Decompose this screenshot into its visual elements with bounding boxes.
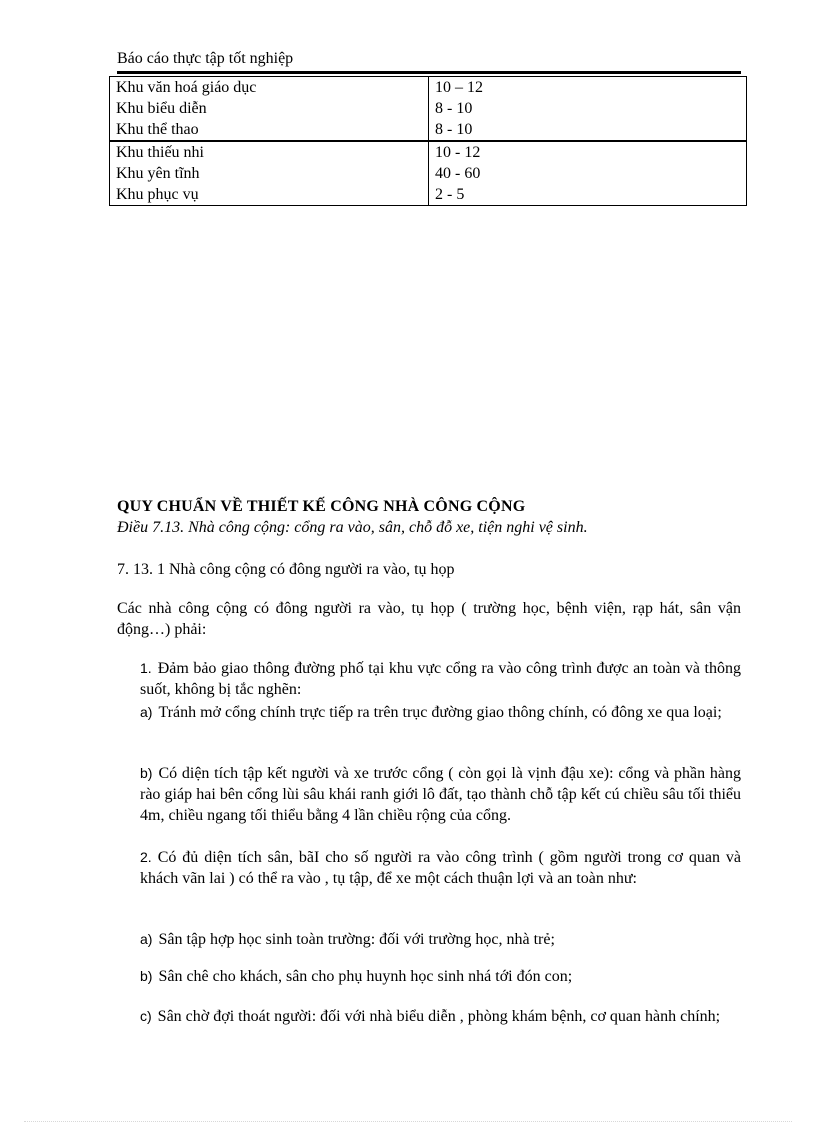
table-cell-value: 8 - 10 <box>429 98 747 119</box>
article-heading: Điều 7.13. Nhà công cộng: cổng ra vào, sân, chỗ đỗ xe, tiện nghi vệ sinh. <box>117 519 588 536</box>
table-cell-value: 2 - 5 <box>429 184 747 206</box>
list-item-text: Sân chê cho khách, sân cho phụ huynh học sinh nhá tới đón con; <box>158 968 573 985</box>
list-item-text: Có diện tích tập kết người và xe trước cổng ( còn gọi là vịnh đậu xe): cổng và phần hàng rào giáp hai bên cổng lùi sâu khái ranh giới lô đất, tạo thành chỗ tập kết cú chiều sâu tối thiểu 4m, chiều ngang tối thiểu bằng 4 lần chiều rộng của cổng. <box>140 765 741 824</box>
list-item <box>140 658 741 700</box>
table-cell-zone: Khu thể thao <box>110 119 429 141</box>
table-cell-zone: Khu phục vụ <box>110 184 429 206</box>
table-row <box>110 119 747 141</box>
running-header: Báo cáo thực tập tốt nghiệp <box>117 50 294 67</box>
page-bottom-rule <box>24 1121 792 1122</box>
list-item-text: Tránh mở cổng chính trực tiếp ra trên trục đường giao thông chính, có đông xe qua loại; <box>158 704 722 721</box>
list-marker: 2. <box>140 849 152 865</box>
table-row <box>110 98 747 119</box>
list-item <box>140 763 741 826</box>
list-item-text: Có đủ diện tích sân, bãI cho số người ra vào công trình ( gồm người trong cơ quan và khách vãn lai ) có thể ra vào , tụ tập, để xe một cách thuận lợi và an toàn như: <box>140 849 741 887</box>
area-ratio-table <box>109 76 747 206</box>
list-item <box>140 847 741 889</box>
list-item <box>140 929 741 950</box>
table-row <box>110 141 747 163</box>
list-marker: b) <box>140 968 153 984</box>
list-item-text: Sân tập hợp học sinh toàn trường: đối với trường học, nhà trẻ; <box>158 931 555 948</box>
header-rule <box>117 71 741 74</box>
list-item-text: Đảm bảo giao thông đường phố tại khu vực cổng ra vào công trình được an toàn và thông suốt, không bị tắc nghẽn: <box>140 660 741 698</box>
table-cell-zone: Khu văn hoá giáo dục <box>110 77 429 99</box>
table-cell-zone: Khu biểu diễn <box>110 98 429 119</box>
table-cell-value: 40 - 60 <box>429 163 747 184</box>
table-row <box>110 184 747 206</box>
list-marker: b) <box>140 765 153 781</box>
table-row <box>110 163 747 184</box>
section-title: QUY CHUẨN VỀ THIẾT KẾ CÔNG NHÀ CÔNG CỘNG <box>117 498 526 515</box>
list-marker: a) <box>140 931 153 947</box>
list-marker: a) <box>140 704 153 720</box>
table-row <box>110 77 747 99</box>
table-cell-value: 10 - 12 <box>429 141 747 163</box>
list-marker: 1. <box>140 660 152 676</box>
table-cell-zone: Khu thiếu nhi <box>110 141 429 163</box>
table-cell-value: 8 - 10 <box>429 119 747 141</box>
list-item-text: Sân chờ đợi thoát người: đối với nhà biểu diễn , phòng khám bệnh, cơ quan hành chính; <box>157 1008 721 1025</box>
list-item <box>140 1006 741 1027</box>
table-cell-zone: Khu yên tĩnh <box>110 163 429 184</box>
table-cell-value: 10 – 12 <box>429 77 747 99</box>
list-item <box>140 966 741 987</box>
list-item <box>140 702 741 723</box>
subsection-heading: 7. 13. 1 Nhà công cộng có đông người ra vào, tụ họp <box>117 561 455 578</box>
list-marker: c) <box>140 1008 152 1024</box>
intro-paragraph: Các nhà công cộng có đông người ra vào, tụ họp ( trường học, bệnh viện, rạp hát, sân vận động…) phải: <box>117 600 741 638</box>
